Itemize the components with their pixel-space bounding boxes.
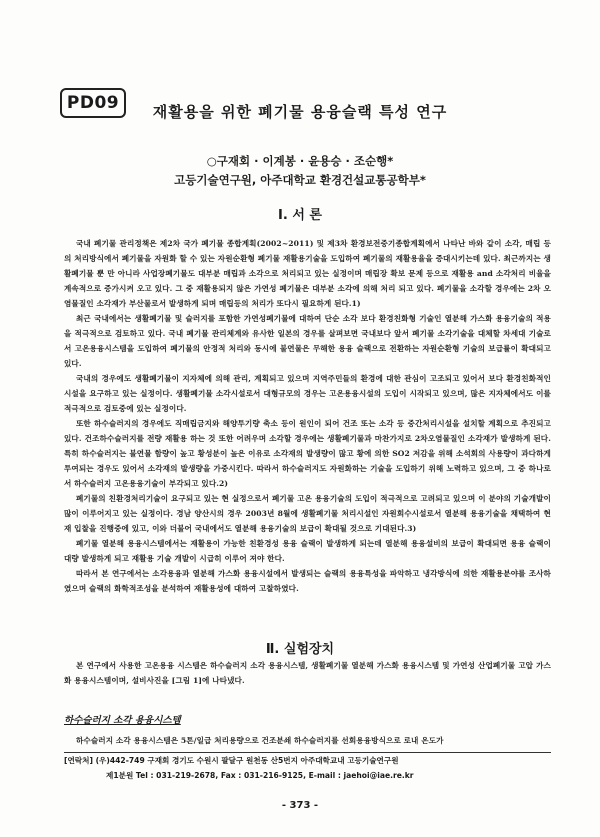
subsection-heading: 하수슬러지 소각 용융시스템: [64, 715, 181, 726]
section-heading-introduction: Ⅰ. 서 론: [278, 208, 322, 223]
paragraph: 하수슬러지 소각 용융시스템은 5톤/일급 처리용량으로 건조분쇄 하수슬러지를 선회용융방식으로 로내 온도가: [76, 736, 444, 745]
footnote-divider: [64, 752, 551, 753]
paragraph: 국내 폐기물 관리정책은 제2차 국가 폐기물 종합계획(2002~2011) 및 제3차 환경보전중기종합계획에서 나타난 바와 같이 소각, 매립 등의 처리방식에서 폐기물을 자원화 할 수 있는 자원순환형 폐기물 재활용기술을 도입하여 폐기물의 재활용율을 증대시키는데 있다. 최근까지는 생활폐기물 뿐 만 아니라 사업장폐기물도 대부분 매립과 소각으로 처리되고 있는 실정이며 매립장 확보 문제 등으로 재활용 and 소각처리 비율을 계속적으로 증가시켜 오고 있다. 그 중 재활용되지 않은 가연성 폐기물은 대부분 소각에 의해 처리 되고 있다. 폐기물을 소각할 경우에는 2차 오염물질인 소각재가 부산물로서 발생하게 되며 매립등의 처리가 또다시 필요하게 된다.1): [64, 239, 551, 308]
contact-info-line-2: 제1분원 Tel : 031-219-2678, Fax : 031-216-9125, E-mail : jaehoi@iae.re.kr: [106, 771, 414, 780]
paragraph: 폐기물의 친환경처리기술이 요구되고 있는 현 실정으로서 폐기물 고온 용융기술의 도입이 적극적으로 고려되고 있으며 이 분야의 기술개발이 많이 이루어지고 있는 실정이다. 경남 양산시의 경우 2003년 8월에 생활폐기물 처리시설인 자원회수시설로서 열분해 용융기술을 채택하여 현재 입찰을 진행중에 있고, 이와 더불어 국내에서도 열분해 용융기술의 보급이 확대될 것으로 기대된다.3): [64, 494, 551, 533]
paragraph: 본 연구에서 사용한 고온용융 시스템은 하수슬러지 소각 용융시스템, 생활폐기물 열분해 가스화 용융시스템 및 가연성 산업폐기물 고압 가스화 용융시스템이며, 설비사진을 [그림 1]에 나타냈다.: [64, 661, 551, 685]
contact-info-line-1: [연락처] (우)442-749 구재회 경기도 수원시 팔달구 원천동 산5번지 아주대학교내 고등기술연구원: [64, 756, 399, 765]
author-list: ○구재회 · 이계봉 · 윤용승 · 조순행*: [206, 154, 394, 168]
introduction-body: [64, 236, 551, 596]
paragraph: 또한 하수슬러지의 경우에도 직매립금지와 해양투기량 축소 등이 원인이 되어 건조 또는 소각 등 중간처리시설을 설치할 계획으로 추진되고 있다. 건조하수슬러지를 전량 재활용 하는 것 또한 어려우며 소각할 경우에는 생활폐기물과 마찬가지로 2차오염물질인 소각재가 발생하게 된다. 특히 하수슬러지는 불연물 함량이 높고 황성분이 높은 이유로 소각재의 발생량이 많고 황에 의한 SO2 저감을 위해 소석회의 사용량이 과다하게 투여되는 경우도 있어서 소각재의 발생량을 가중시킨다. 따라서 하수슬러지도 자원화하는 기술을 도입하기 위해 노력하고 있으며, 그 중 하나로서 하수슬러지 고온용융기술이 부각되고 있다.2): [64, 419, 551, 488]
poster-code-box: PD09: [60, 88, 126, 118]
paragraph: 폐기물 열분해 용융시스템에서는 재활용이 가능한 친환경성 용융 슬랙이 발생하게 되는데 열분해 용융설비의 보급이 확대되면 용융 슬랙이 대량 발생하게 되고 재활용 기술 개발이 시급히 이루어 져야 한다.: [64, 539, 551, 563]
experimental-body: [64, 658, 551, 688]
paragraph: 따라서 본 연구에서는 소각용융과 열분해 가스화 용융시설에서 발생되는 슬랙의 용융특성을 파악하고 냉각방식에 의한 재활용분야를 조사하였으며 슬랙의 화학적조성을 분석하여 재활용성에 대하여 고찰하였다.: [64, 569, 551, 593]
affiliation: 고등기술연구원, 아주대학교 환경건설교통공학부*: [174, 173, 426, 187]
page-number: - 373 -: [281, 800, 319, 811]
paragraph: 최근 국내에서는 생활폐기물 및 슬러지를 포함한 가연성폐기물에 대하여 단순 소각 보다 환경친화형 기술인 열분해 가스화 용융기술의 적용을 적극적으로 검토하고 있다. 국내 폐기물 관리체계와 유사한 일본의 경우를 살펴보면 국내보다 앞서 폐기물 소각기술을 대체할 차세대 기술로서 고온용융시스템을 도입하여 폐기물의 안정적 처리와 동시에 불연물은 무해한 용융 슬랙으로 전환하는 자원순환형 기술의 보급률이 확대되고 있다.: [64, 314, 551, 368]
paragraph: 국내의 경우에도 생활폐기물이 지자체에 의해 관리, 계획되고 있으며 지역주민들의 환경에 대한 관심이 고조되고 있어서 보다 환경친화적인 시설을 요구하고 있는 실정이다. 생활폐기물 소각시설로서 대형규모의 경우는 고온용융시설의 도입이 시작되고 있으며, 많은 지자체에서도 이를 적극적으로 검토중에 있는 실정이다.: [64, 374, 551, 413]
experimental-body-continued: [64, 733, 551, 748]
paper-title: 재활용을 위한 폐기물 용융슬랙 특성 연구: [152, 103, 448, 121]
section-heading-experimental: Ⅱ. 실험장치: [265, 642, 335, 657]
